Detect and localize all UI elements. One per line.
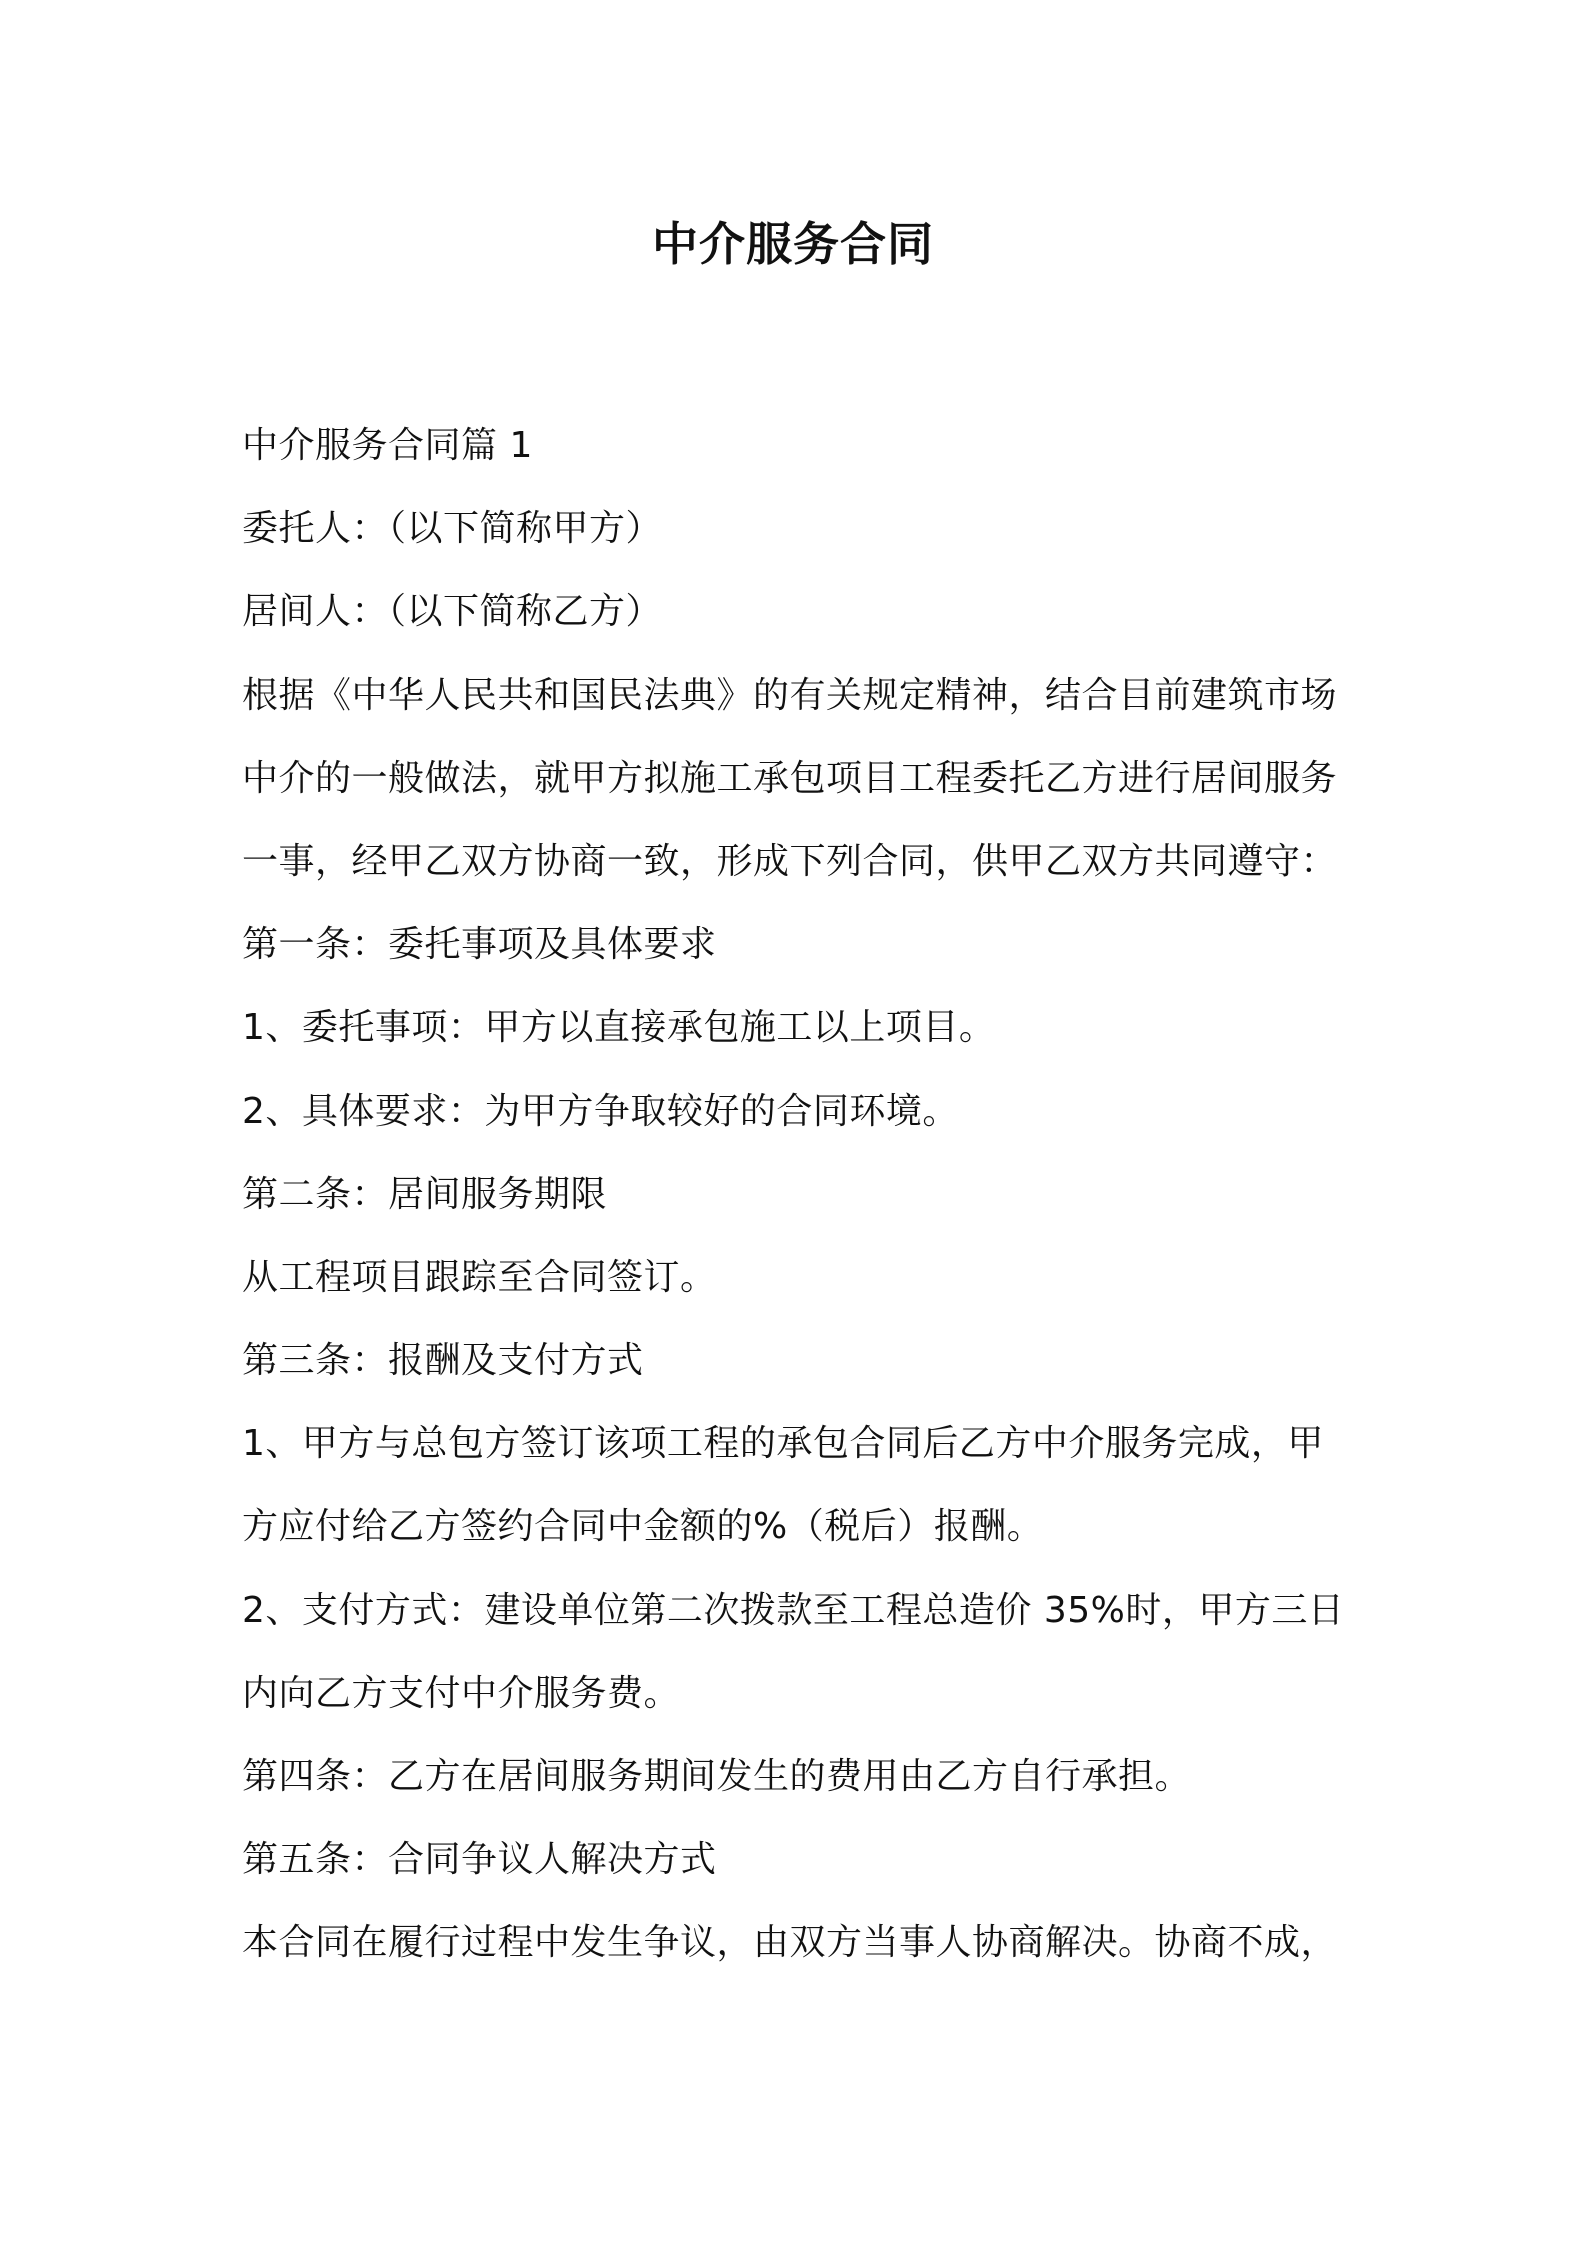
clause-line: 内向乙方支付中介服务费。: [242, 1672, 681, 1714]
clause-line: 从工程项目跟踪至合同签订。: [242, 1256, 717, 1298]
contract-subtitle: 中介服务合同篇 1: [242, 425, 533, 466]
clause-line: 方应付给乙方签约合同中金额的%（税后）报酬。: [242, 1506, 1044, 1548]
preamble-line: 中介的一般做法，就甲方拟施工承包项目工程委托乙方进行居间服务: [242, 757, 1338, 799]
clause-line: 2、支付方式：建设单位第二次拨款至工程总造价 35%时，甲方三日: [242, 1589, 1345, 1631]
article-heading: 第四条：乙方在居间服务期间发生的费用由乙方自行承担。: [242, 1756, 1192, 1797]
article-heading: 第五条：合同争议人解决方式: [242, 1839, 717, 1881]
document-body: [242, 404, 1362, 1985]
preamble-line: 一事，经甲乙双方协商一致，形成下列合同，供甲乙双方共同遵守：: [242, 840, 1338, 882]
principal-line: 委托人：（以下简称甲方）: [242, 508, 663, 550]
preamble-line: 根据《中华人民共和国民法典》的有关规定精神，结合目前建筑市场: [242, 674, 1338, 716]
clause-line: 2、具体要求：为甲方争取较好的合同环境。: [242, 1090, 959, 1132]
clause-line: 1、委托事项：甲方以直接承包施工以上项目。: [242, 1007, 996, 1049]
article-heading: 第三条：报酬及支付方式: [242, 1340, 644, 1382]
clause-line: 本合同在履行过程中发生争议，由双方当事人协商解决。协商不成，: [242, 1922, 1338, 1964]
document-title: 中介服务合同: [652, 217, 934, 271]
clause-line: 1、甲方与总包方签订该项工程的承包合同后乙方中介服务完成，甲: [242, 1423, 1324, 1465]
intermediary-line: 居间人：（以下简称乙方）: [242, 591, 663, 633]
article-heading: 第二条：居间服务期限: [242, 1173, 608, 1215]
article-heading: 第一条：委托事项及具体要求: [242, 924, 717, 966]
